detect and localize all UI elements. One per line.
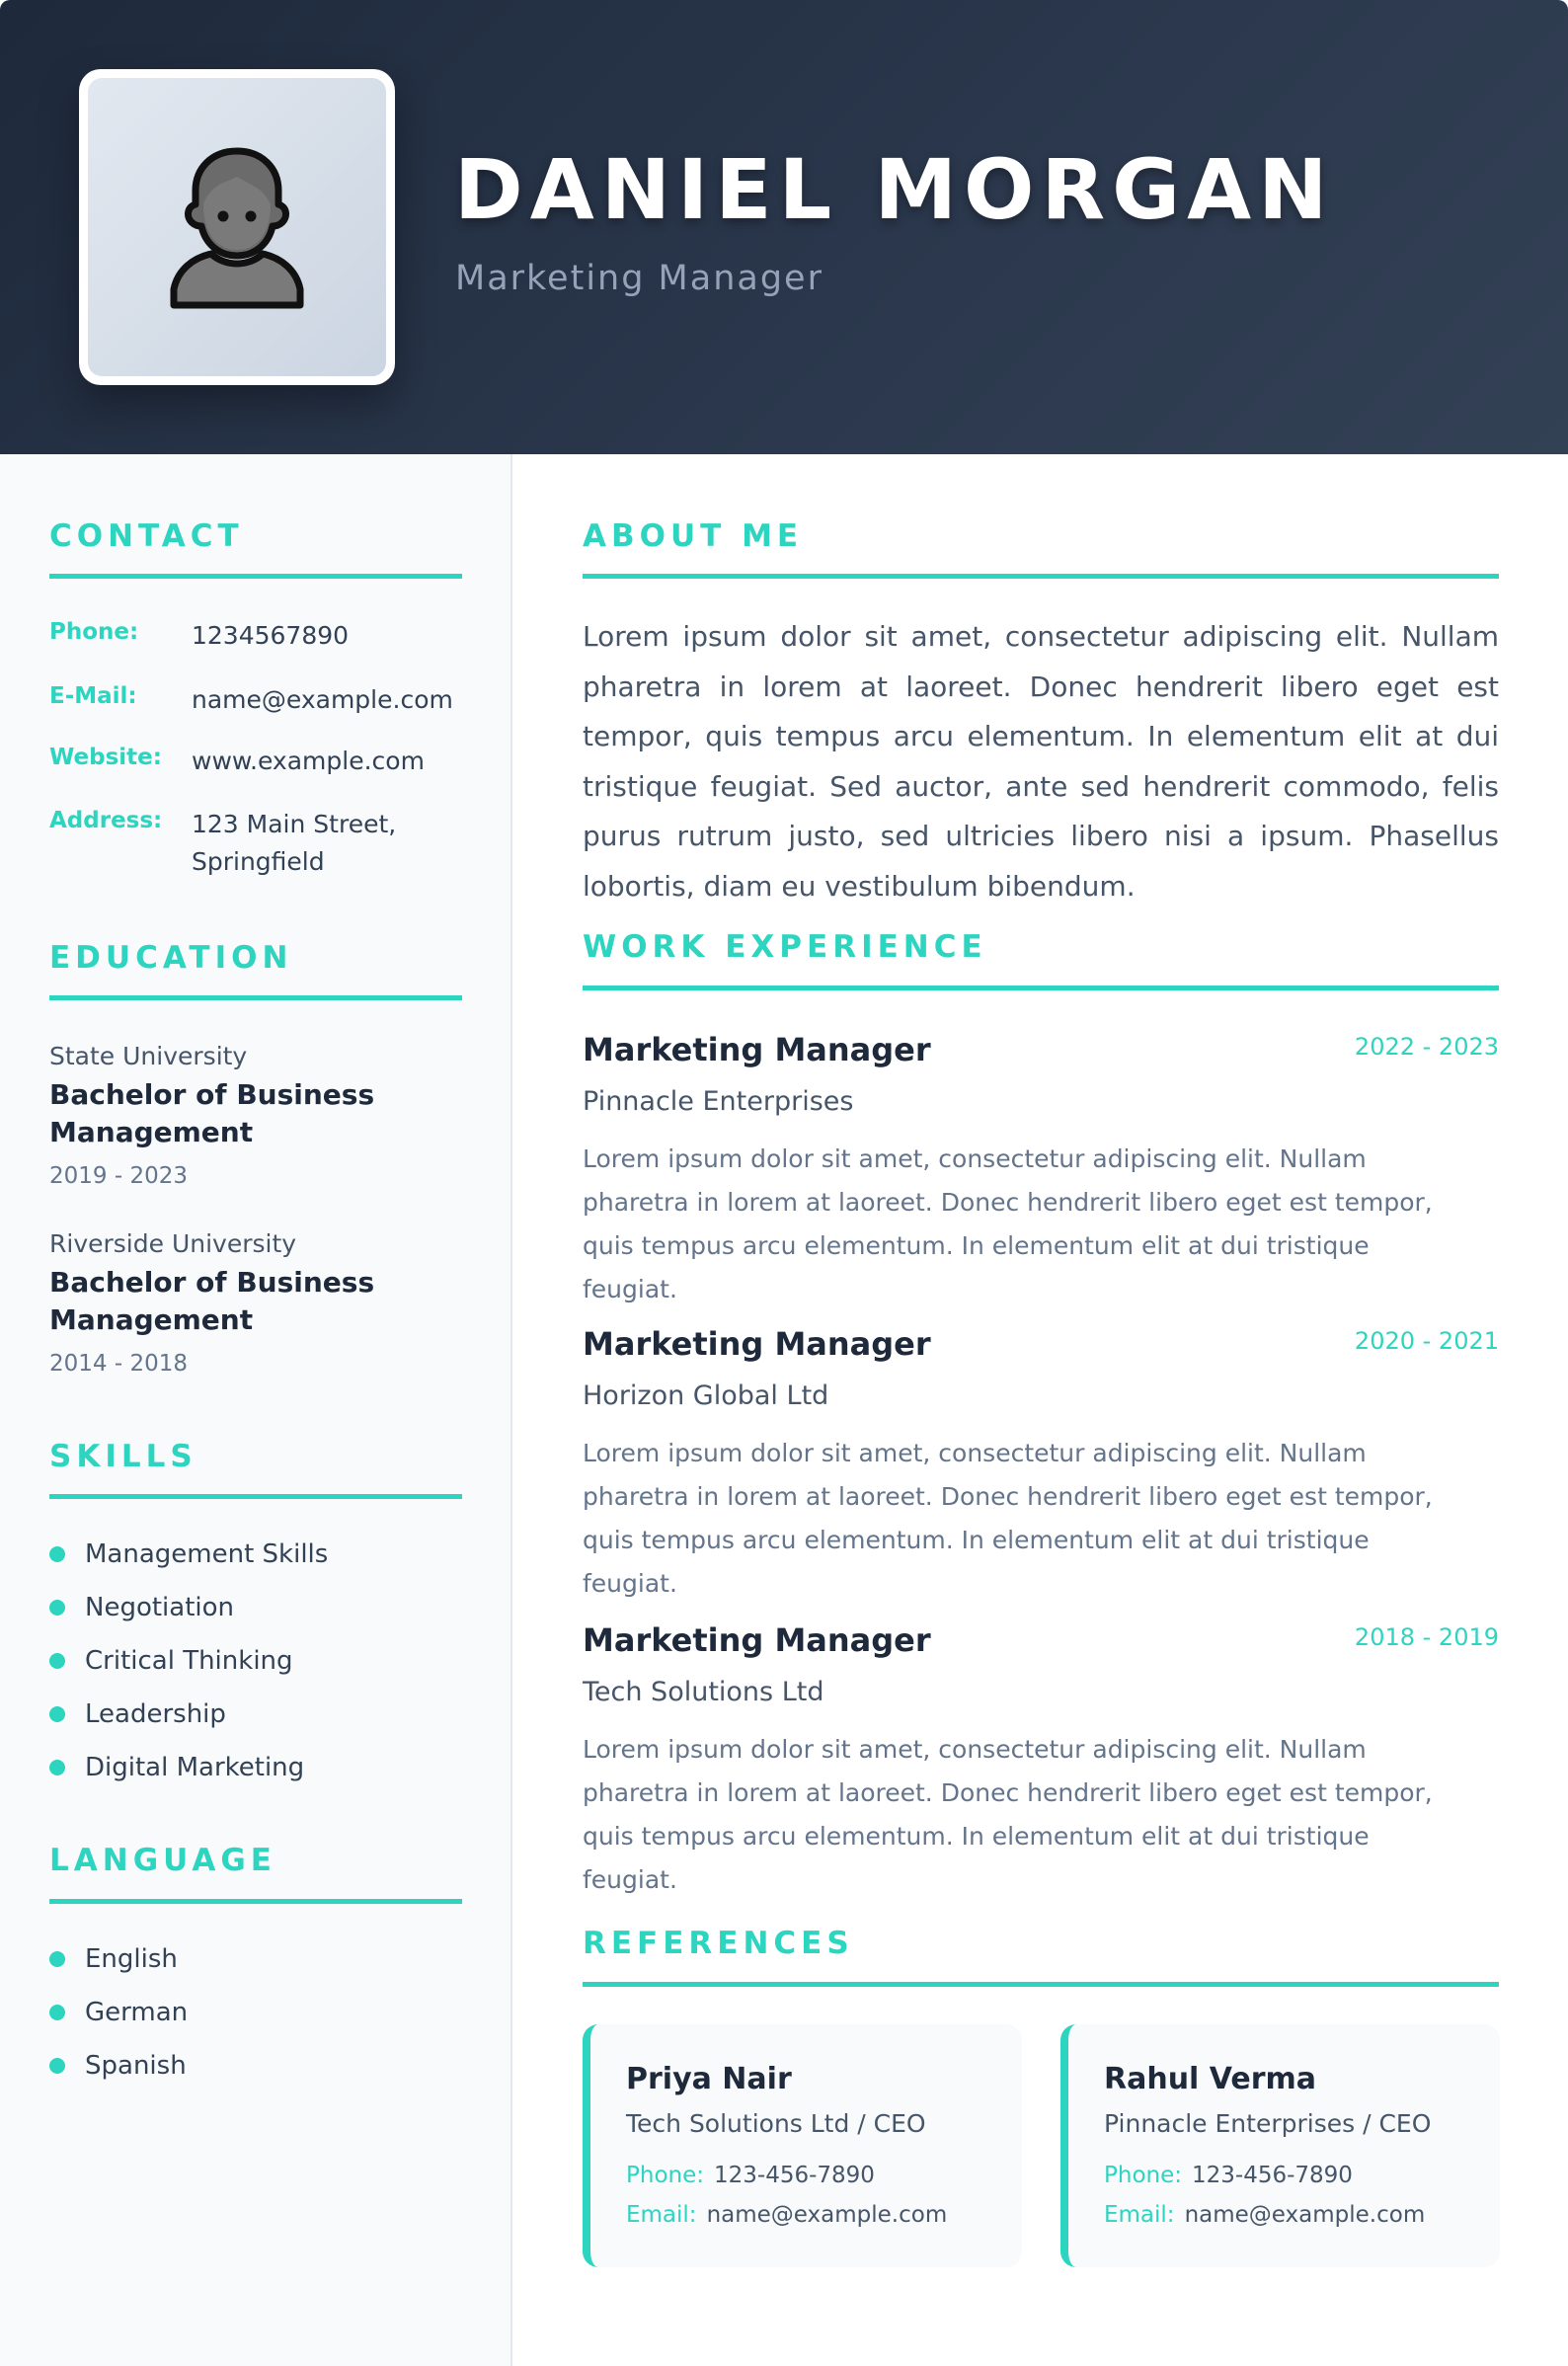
reference-phone — [626, 2163, 875, 2188]
job-role: Marketing Manager — [583, 1325, 931, 1363]
reference-phone-value: 123-456-7890 — [714, 2163, 875, 2188]
skill-label: Digital Marketing — [85, 1753, 305, 1782]
education-heading: EDUCATION — [49, 940, 293, 976]
reference-name: Rahul Verma — [1104, 2062, 1317, 2096]
references-divider — [583, 1982, 1499, 1987]
list-item — [49, 1751, 328, 1804]
reference-email — [626, 2202, 947, 2228]
education-degree: Bachelor of Business Management — [49, 1078, 375, 1148]
list-item — [49, 1591, 328, 1644]
profile-photo — [79, 69, 395, 385]
job-description: Lorem ipsum dolor sit amet, consectetur adipiscing elit. Nullam pharetra in lorem at laoreet. Donec hendrerit libero eget est tempor, quis tempus arcu elementum. In elementum elit at dui tristique feugiat. — [583, 1144, 1433, 1303]
about-heading: ABOUT ME — [583, 518, 804, 554]
profile-photo-placeholder — [88, 78, 386, 376]
reference-email-value: name@example.com — [706, 2202, 948, 2228]
contact-value-email: name@example.com — [192, 685, 453, 714]
contact-value-phone: 1234567890 — [192, 621, 350, 650]
contact-label-email: E-Mail: — [49, 683, 137, 709]
reference-email-value: name@example.com — [1184, 2202, 1426, 2228]
job-company: Pinnacle Enterprises — [583, 1086, 854, 1117]
education-school: Riverside University — [49, 1229, 297, 1258]
education-divider — [49, 995, 462, 1000]
reference-role: Pinnacle Enterprises / CEO — [1104, 2109, 1432, 2138]
contact-label-phone: Phone: — [49, 619, 139, 645]
job-role: Marketing Manager — [583, 1031, 931, 1068]
reference-role: Tech Solutions Ltd / CEO — [626, 2109, 926, 2138]
language-label: German — [85, 1998, 189, 2027]
list-item — [49, 1942, 188, 1996]
language-label: English — [85, 1944, 178, 1974]
skill-label: Negotiation — [85, 1593, 235, 1622]
bullet-dot-icon — [49, 2005, 65, 2020]
list-item — [49, 1644, 328, 1697]
skills-divider — [49, 1494, 462, 1499]
contact-heading: CONTACT — [49, 518, 244, 554]
experience-divider — [583, 986, 1499, 990]
job-description: Lorem ipsum dolor sit amet, consectetur adipiscing elit. Nullam pharetra in lorem at laoreet. Donec hendrerit libero eget est tempor, quis tempus arcu elementum. In elementum elit at dui tristique feugiat. — [583, 1439, 1433, 1598]
job-dates: 2020 - 2021 — [1354, 1327, 1499, 1355]
education-years: 2014 - 2018 — [49, 1351, 188, 1377]
education-school: State University — [49, 1042, 248, 1070]
experience-heading: WORK EXPERIENCE — [583, 929, 987, 965]
contact-label-address: Address: — [49, 808, 163, 833]
skill-label: Critical Thinking — [85, 1646, 293, 1676]
about-divider — [583, 574, 1499, 579]
reference-card — [1060, 2024, 1500, 2267]
bullet-dot-icon — [49, 2058, 65, 2074]
reference-email-label: Email: — [1104, 2202, 1175, 2228]
list-item — [49, 1538, 328, 1591]
job-dates: 2018 - 2019 — [1354, 1623, 1499, 1651]
education-years: 2019 - 2023 — [49, 1163, 188, 1189]
job-description: Lorem ipsum dolor sit amet, consectetur adipiscing elit. Nullam pharetra in lorem at laoreet. Donec hendrerit libero eget est tempor, quis tempus arcu elementum. In elementum elit at dui tristique feugiat. — [583, 1735, 1433, 1894]
references-heading: REFERENCES — [583, 1926, 854, 1961]
reference-phone-label: Phone: — [1104, 2163, 1182, 2188]
bullet-dot-icon — [49, 1760, 65, 1775]
reference-phone — [1104, 2163, 1353, 2188]
reference-email-label: Email: — [626, 2202, 697, 2228]
contact-divider — [49, 574, 462, 579]
contact-label-website: Website: — [49, 745, 162, 770]
contact-value-address: 123 Main Street, Springfield — [192, 810, 397, 876]
about-text: Lorem ipsum dolor sit amet, consectetur adipiscing elit. Nullam pharetra in lorem at laoreet. Donec hendrerit libero eget est tempor, quis tempus arcu elementum. In elementum elit at dui tristique feugiat. Sed auctor, ante sed hendrerit commodo, felis purus rutrum justo, sed ultricies libero nisi a ipsum. Phasellus lobortis, diam eu vestibulum bibendum. — [583, 620, 1499, 903]
list-item — [49, 1697, 328, 1751]
reference-card — [583, 2024, 1022, 2267]
bullet-dot-icon — [49, 1706, 65, 1722]
list-item — [49, 2049, 188, 2102]
list-item — [49, 1996, 188, 2049]
candidate-name: DANIEL MORGAN — [454, 141, 1335, 238]
language-label: Spanish — [85, 2051, 187, 2081]
reference-email — [1104, 2202, 1425, 2228]
bullet-dot-icon — [49, 1600, 65, 1616]
reference-name: Priya Nair — [626, 2062, 792, 2096]
person-avatar-icon — [168, 143, 306, 311]
language-divider — [49, 1899, 462, 1904]
candidate-title: Marketing Manager — [455, 259, 823, 298]
contact-value-website: www.example.com — [192, 747, 425, 775]
skill-label: Leadership — [85, 1699, 226, 1729]
bullet-dot-icon — [49, 1546, 65, 1562]
reference-phone-label: Phone: — [626, 2163, 704, 2188]
job-dates: 2022 - 2023 — [1354, 1033, 1499, 1061]
job-company: Horizon Global Ltd — [583, 1380, 829, 1411]
job-company: Tech Solutions Ltd — [583, 1677, 824, 1707]
education-degree: Bachelor of Business Management — [49, 1266, 375, 1336]
job-role: Marketing Manager — [583, 1621, 931, 1659]
skills-heading: SKILLS — [49, 1439, 197, 1474]
skills-list — [49, 1538, 328, 1804]
resume-header — [0, 0, 1568, 454]
reference-phone-value: 123-456-7890 — [1192, 2163, 1353, 2188]
skill-label: Management Skills — [85, 1539, 329, 1569]
language-list — [49, 1942, 188, 2102]
language-heading: LANGUAGE — [49, 1843, 276, 1878]
bullet-dot-icon — [49, 1653, 65, 1669]
bullet-dot-icon — [49, 1951, 65, 1967]
